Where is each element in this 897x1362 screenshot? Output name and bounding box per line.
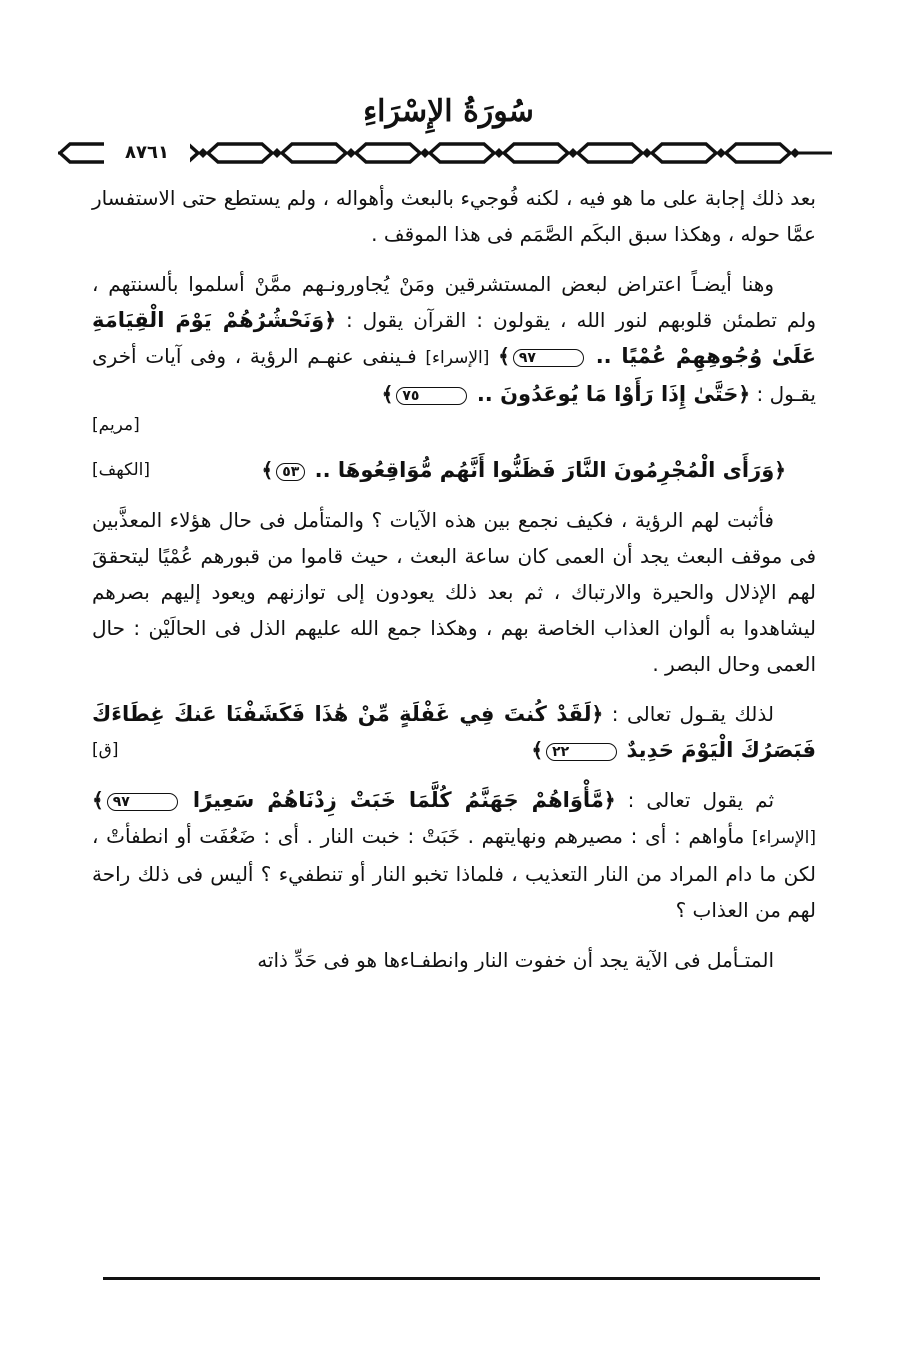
- paragraph: [92, 502, 816, 682]
- quran-verse: مَّأْوَاهُمْ جَهَنَّمُ كُلَّمَا خَبَتْ زِدْنَاهُمْ سَعِيرًا: [192, 788, 604, 812]
- paragraph: [92, 696, 816, 768]
- verse-open-brace-icon: ﴿: [603, 788, 616, 812]
- surah-title: سُورَةُ الإِسْرَاءِ: [363, 94, 534, 129]
- paragraph-text: فـينفى عنهـم الرؤية ، وفى آيات أخرى يقـول :: [92, 344, 816, 406]
- surah-reference: [الإسراء]: [751, 828, 816, 848]
- paragraph: [92, 180, 816, 252]
- ornament-link: [726, 144, 790, 162]
- ornament-link: [504, 144, 568, 162]
- verse-standalone: [92, 452, 786, 488]
- verse-close-brace-icon: ﴾: [261, 458, 274, 482]
- quran-verse: وَنَحْشُرُهُمْ يَوْمَ الْقِيَامَةِ عَلَىٰ وُجُوهِهِمْ عُمْيًا ..: [92, 308, 816, 368]
- verse-close-brace-icon: ﴾: [498, 344, 510, 368]
- verse-open-brace-icon: ﴿: [774, 458, 786, 482]
- surah-reference: [مريم]: [92, 415, 140, 435]
- paragraph-text: لذلك يقـول تعالى :: [611, 702, 774, 726]
- ornament-link: [282, 144, 346, 162]
- surah-reference: [ق]: [92, 740, 119, 760]
- quran-verse: وَرَأَى الْمُجْرِمُونَ النَّارَ فَظَنُّوا أَنَّهُم مُّوَاقِعُوهَا ..: [314, 458, 775, 482]
- paragraph-text: بعد ذلك إجابة على ما هو فيه ، لكنه فُوجيء بالبعث وأهواله ، ولم يستطع حتى الاستفسار عمَّا حوله ، وهكذا سبق البكَم الصَّمَم فى هذا الموقف .: [92, 186, 816, 246]
- ornament-link: [356, 144, 420, 162]
- ornament-diamond: [790, 148, 800, 158]
- quran-verse: حَتَّىٰ إِذَا رَأَوْا مَا يُوعَدُونَ ..: [476, 382, 739, 406]
- ornament-link: [652, 144, 716, 162]
- ornament-link: [430, 144, 494, 162]
- paragraph-text: وهنا أيضـاً اعتراض لبعض المستشرقين ومَنْ يُجاورونـهم ممَّنْ أسلموا بألسنتهم ، ولم تطمئن قلوبهم لنور الله ، يقولون : القرآن يقول :: [92, 272, 816, 332]
- verse-open-brace-icon: ﴿: [738, 382, 751, 406]
- ornament-link: [578, 144, 642, 162]
- verse-open-brace-icon: ﴿: [591, 702, 604, 726]
- ayah-number: ٩٧: [107, 793, 178, 811]
- paragraph-text: المتـأمل فى الآية يجد أن خفوت النار وانطفـاءها هو فى حَدِّ ذاته: [257, 948, 774, 972]
- surah-reference: [الإسراء]: [425, 348, 490, 368]
- verse-close-brace-icon: ﴾: [531, 738, 544, 762]
- ornament-link: [208, 144, 272, 162]
- ayah-number: ٩٧: [513, 349, 584, 367]
- paragraph: [92, 266, 816, 438]
- paragraph: [92, 942, 816, 978]
- verse-close-brace-icon: ﴾: [92, 788, 104, 812]
- paragraph-text: فأثبت لهم الرؤية ، فكيف نجمع بين هذه الآيات ؟ والمتأمل فى حال هؤلاء المعذَّبين فى موقف البعث يجد أن العمى كان ساعة البعث ، حيث قاموا من قبورهم عُمْيًا ليتحققَ لهم الإذلال والحيرة والارتباك ، ثم بعد ذلك يعودون إلى توازنهم ويعود إليهم بصرهم ليشاهدوا به ألوان العذاب الخاصة بهم ، وهكذا جمع الله عليهم الذل فى الحالَيْن : حال العمى وحال البصر .: [92, 508, 816, 676]
- footer-rule: [103, 1277, 820, 1280]
- ayah-number: ٥٣: [276, 463, 305, 481]
- verse-open-brace-icon: ﴿: [324, 308, 336, 332]
- surah-reference: [الكهف]: [92, 460, 150, 480]
- quran-verse: لَقَدْ كُنتَ فِي غَفْلَةٍ مِّنْ هَٰذَا فَكَشَفْنَا عَنكَ غِطَاءَكَ فَبَصَرُكَ الْيَوْمَ حَدِيدٌ: [92, 702, 816, 762]
- page-text: [92, 180, 816, 992]
- ayah-number: ٢٢: [546, 743, 617, 761]
- ayah-number: ٧٥: [396, 387, 467, 405]
- paragraph-text: مأواهم : أى : مصيرهم ونهايتهم . خَبَتْ : خبت النار . أى : ضَعُفَت أو انطفأتْ ، لكن ما دام المراد من النار التعذيب ، فلماذا تخبو النار أو تنطفيء ؟ أليس فى ذلك راحة لهم من العذاب ؟: [92, 824, 816, 922]
- page-number: ٨٧٦١: [104, 141, 190, 165]
- paragraph: [92, 782, 816, 928]
- verse-close-brace-icon: ﴾: [381, 382, 394, 406]
- paragraph-text: ثم يقول تعالى :: [627, 788, 775, 812]
